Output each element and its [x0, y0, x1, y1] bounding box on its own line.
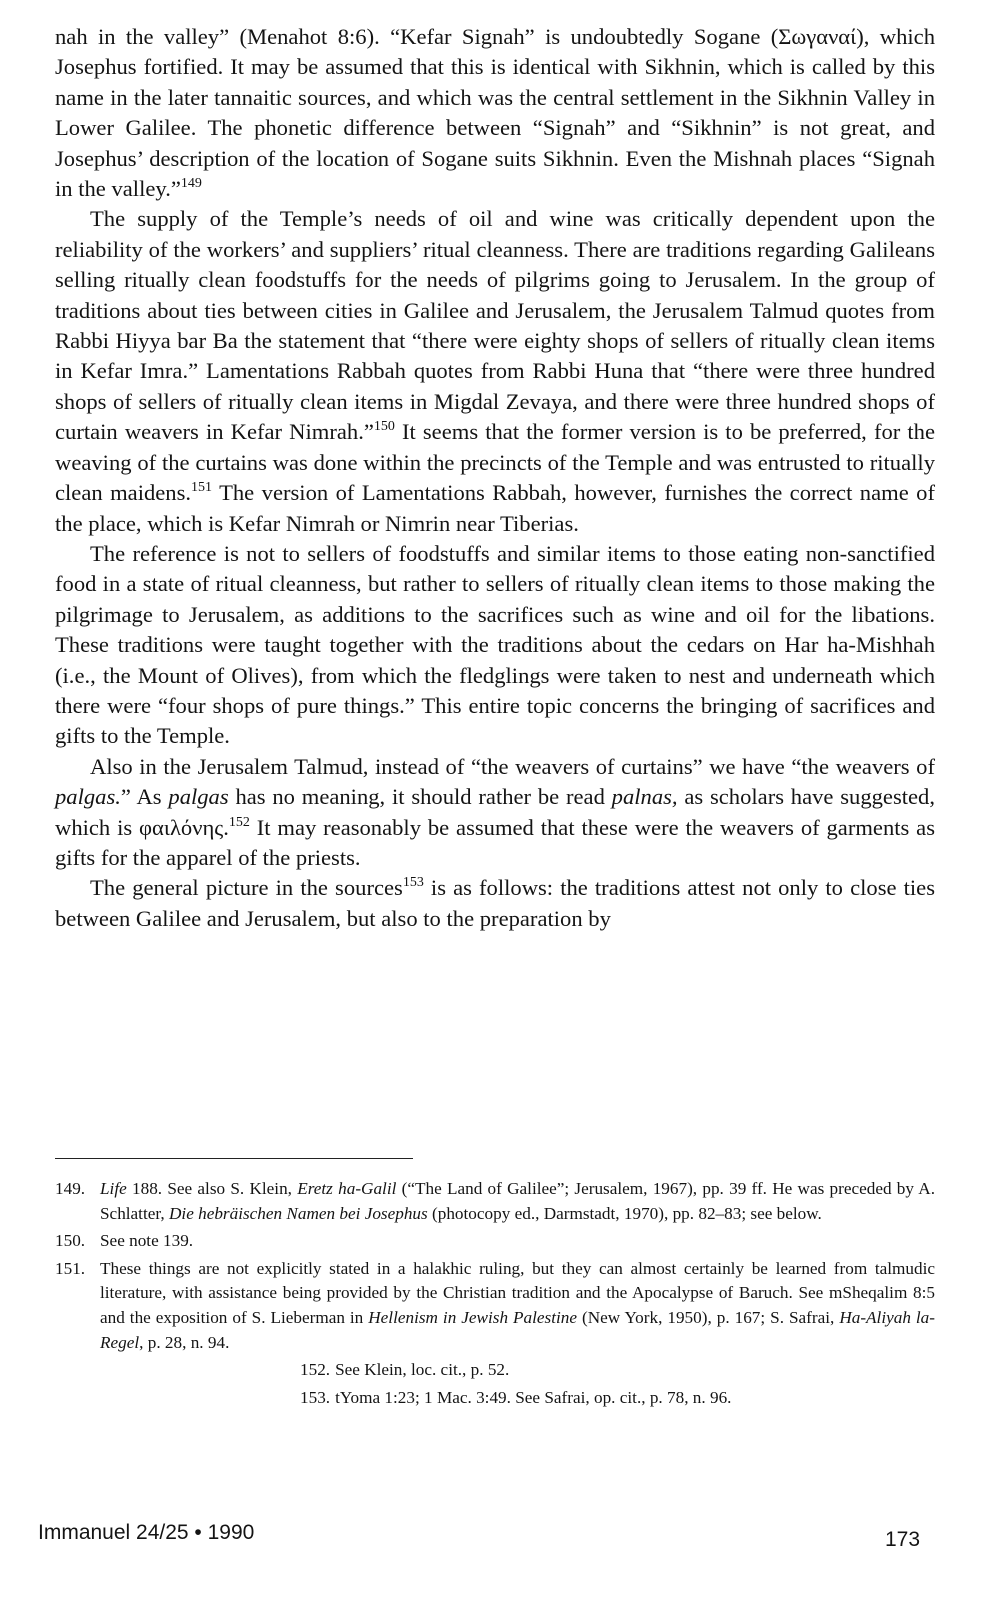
page-number: 173	[885, 1528, 921, 1551]
text-run: is as follows: the traditions attest not only to close ties between Galilee and Jerusalem, but also to the preparation by	[55, 875, 935, 931]
footnote	[55, 1386, 935, 1411]
greek-term: φαιλόνης	[139, 814, 224, 840]
footnote-ref: 153	[402, 875, 424, 891]
greek-term: Σωγαναί	[778, 24, 857, 49]
text-run: has no meaning, it should rather be read	[228, 784, 612, 810]
footnote-number: 151.	[55, 1258, 86, 1278]
text-run: (photocopy ed., Darmstadt, 1970), pp. 82–83; see below.	[427, 1203, 822, 1223]
footnote-ref: 150	[373, 419, 395, 435]
footnote-number: 153.	[300, 1387, 331, 1407]
footnote-ref: 152	[228, 814, 250, 830]
text-run: 188. See also S. Klein,	[126, 1179, 298, 1198]
italic-term: palnas,	[611, 784, 678, 810]
text-run: nah in the valley” (Menahot 8:6). “Kefar Signah” is undoubtedly Sogane (	[55, 24, 779, 49]
text-run: ), which Josephus fortified. It may be assumed that this is identical with Sikhnin, which is called by this name in the later tannaitic sources, and which was the central settlement in the Sikhnin Valley in Lower Galilee. The phonetic difference between “Signah” and “Sikhnin” is not great, and Josephus’ description of the location of Sogane suits Sikhnin. Even the Mishnah places “Signah in the valley.”	[55, 24, 935, 202]
main-text	[55, 22, 935, 934]
footnote-divider	[55, 1158, 413, 1159]
text-run: (New York, 1950), p. 167; S. Safrai,	[577, 1307, 840, 1327]
text-run: These things are not explicitly stated in a halakhic ruling, but they can almost certainly be learned from talmudic literature, with assistance being provided by the Christian tradition and the Apocalypse of Baruch. See mSheqalim 8:5 and the exposition of S. Lieberman in	[100, 1258, 935, 1327]
paragraph	[55, 22, 935, 204]
paragraph	[55, 873, 935, 934]
footnote	[55, 1177, 935, 1226]
text-run: , p. 28, n. 94.	[139, 1332, 230, 1352]
text-run: See Klein, loc. cit., p. 52.	[335, 1360, 510, 1380]
italic-term: Ha-Aliyah la-Regel	[100, 1307, 935, 1352]
text-run: as scholars have suggested, which is	[55, 784, 936, 840]
text-run: The version of Lamentations Rabbah, however, furnishes the correct name of the place, which is Kefar Nimrah or Nimrin near Tiberias.	[55, 480, 935, 536]
footnote	[55, 1358, 935, 1383]
italic-term: Life	[100, 1179, 127, 1198]
footnote-ref: 151	[191, 480, 213, 496]
footnote	[55, 1229, 935, 1254]
italic-term: Hellenism in Jewish Palestine	[368, 1307, 577, 1327]
text-run: It may reasonably be assumed that these were the weavers of garments as gifts for the apparel of the priests.	[55, 814, 936, 870]
paragraph	[55, 752, 935, 874]
paragraph	[55, 204, 935, 538]
italic-term: Die hebräischen Namen bei Josephus	[169, 1203, 428, 1223]
italic-term: palgas.	[55, 784, 121, 810]
italic-term: Eretz ha-Galil	[297, 1179, 397, 1198]
text-run: ” As	[120, 784, 169, 810]
italic-term: palgas	[168, 784, 229, 810]
text-run: See note 139.	[100, 1231, 194, 1251]
footnote	[55, 1257, 935, 1355]
text-run: tYoma 1:23; 1 Mac. 3:49. See Safrai, op. cit., p. 78, n. 96.	[335, 1387, 732, 1407]
text-run: It seems that the former version is to be preferred, for the weaving of the curtains was done within the precincts of the Temple and was entrusted to ritually clean maidens.	[55, 419, 935, 506]
footnote-number: 150.	[55, 1231, 86, 1251]
text-run: Also in the Jerusalem Talmud, instead of “the weavers of curtains” we have “the weavers of	[90, 753, 935, 779]
text-run: The general picture in the sources	[90, 875, 403, 901]
paragraph: The reference is not to sellers of foodstuffs and similar items to those eating non-sanctified food in a state of ritual cleanness, but rather to sellers of ritually clean items to those making the pilgrimage to Jerusalem, as additions to the sacrifices such as wine and oil for the libations. These traditions were taught together with the traditions about the cedars on Har ha-Mishhah (i.e., the Mount of Olives), from which the fledglings were taken to nest and underneath which there were “four shops of pure things.” This entire topic concerns the bringing of sacrifices and gifts to the Temple.	[55, 540, 935, 749]
footnotes	[55, 1177, 935, 1413]
text-run: (“The Land of Galilee”; Jerusalem, 1967), pp. 39 ff. He was preceded by A. Schlatter,	[100, 1179, 936, 1223]
journal-citation: Immanuel 24/25 • 1990	[38, 1521, 255, 1544]
text-run: .	[223, 814, 229, 840]
footnote-number: 152.	[300, 1360, 331, 1380]
text-run: The supply of the Temple’s needs of oil and wine was critically dependent upon the reliability of the workers’ and suppliers’ ritual cleanness. There are traditions regarding Galileans selling ritually clean foodstuffs for the needs of pilgrims going to Jerusalem. In the group of traditions about ties between cities in Galilee and Jerusalem, the Jerusalem Talmud quotes from Rabbi Hiyya bar Ba the statement that “there were eighty shops of sellers of ritually clean items in Kefar Imra.” Lamentations Rabbah quotes from Rabbi Huna that “there were three hundred shops of sellers of ritually clean items in Migdal Zevaya, and there were three hundred shops of curtain weavers in Kefar Nimrah.”	[55, 206, 935, 445]
footnote-number: 149.	[55, 1179, 86, 1198]
footnote-ref: 149	[180, 176, 202, 192]
